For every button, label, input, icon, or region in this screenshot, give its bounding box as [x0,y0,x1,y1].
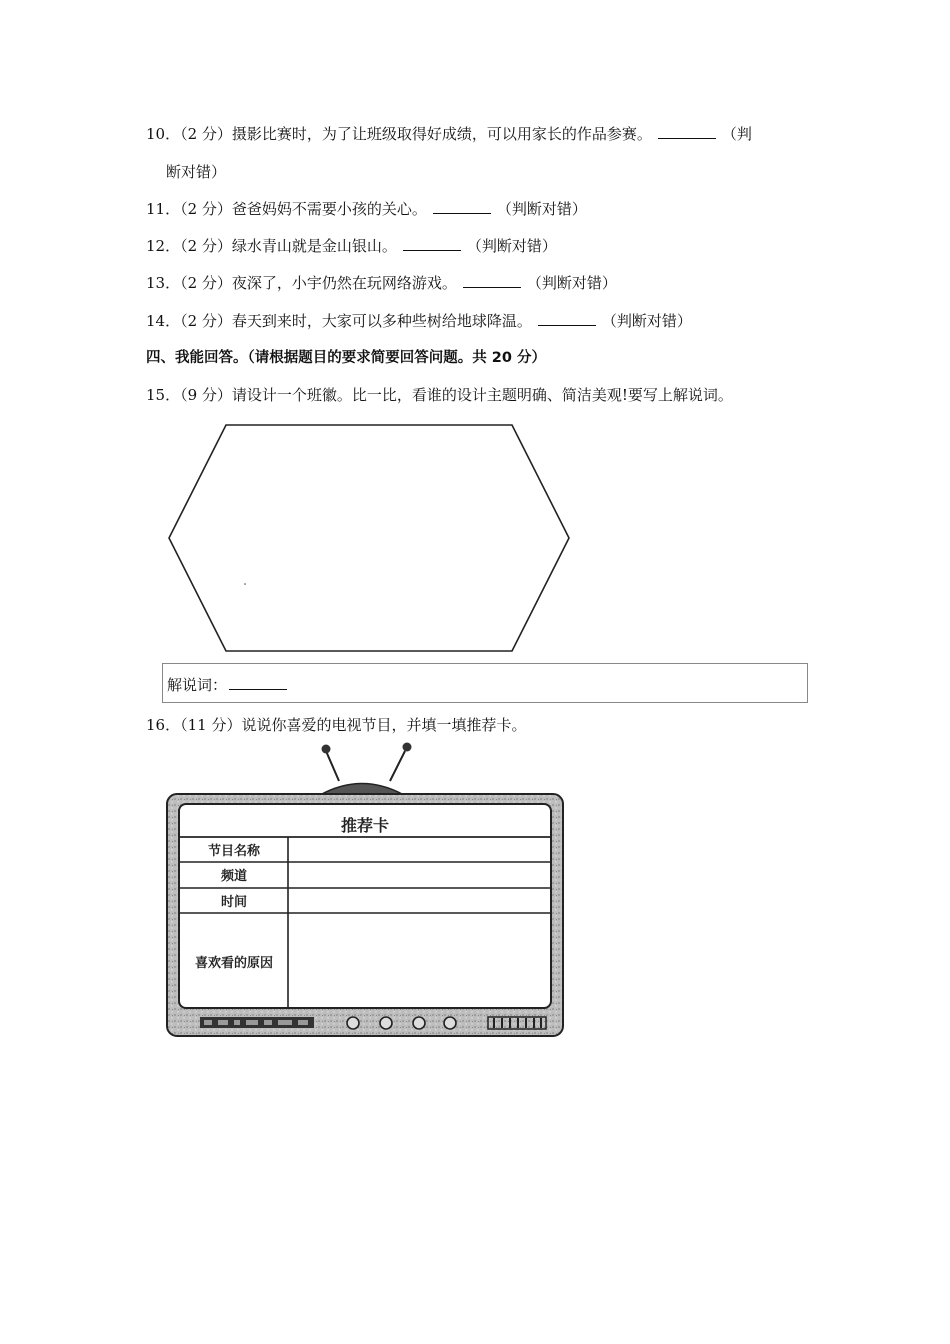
card-title: 推荐卡 [340,816,390,835]
question-13 [146,273,617,293]
question-14-suffix: （判断对错） [601,312,692,330]
answer-blank-11[interactable] [433,199,491,214]
question-11-text: 11．（2 分）爸爸妈妈不需要小孩的关心。 [146,200,427,218]
question-16-text: 16．（11 分）说说你喜爱的电视节目，并填一填推荐卡。 [146,716,527,734]
row-label-program-name: 节目名称 [207,844,261,859]
question-14-text: 14．（2 分）春天到来时，大家可以多种些树给地球降温。 [146,312,532,330]
reason-field[interactable] [290,915,549,1006]
antenna-icon [320,743,412,796]
explanation-blank[interactable] [229,675,287,690]
answer-blank-12[interactable] [403,236,461,251]
question-10-suffix: （判 [721,125,752,143]
row-label-time: 时间 [220,895,248,910]
answer-blank-13[interactable] [463,273,521,288]
question-14 [146,311,692,331]
question-15-text: 15．（9 分）请设计一个班徽。比一比，看谁的设计主题明确、简洁美观!要写上解说词。 [146,386,733,404]
answer-blank-10[interactable] [658,124,716,139]
question-11 [146,199,587,219]
question-10-text: 10．（2 分）摄影比赛时，为了让班级取得好成绩，可以用家长的作品参赛。 [146,125,652,143]
question-12-text: 12．（2 分）绿水青山就是金山银山。 [146,237,397,255]
explanation-box[interactable] [162,663,808,703]
channel-field[interactable] [290,864,549,887]
section-heading: 四、我能回答。（请根据题目的要求简要回答问题。共 20 分） [146,350,547,366]
question-13-suffix: （判断对错） [526,274,617,292]
row-label-channel: 频道 [220,869,248,884]
question-12-suffix: （判断对错） [466,237,557,255]
explanation-row [167,675,293,695]
question-13-text: 13．（2 分）夜深了，小宇仍然在玩网络游戏。 [146,274,457,292]
time-field[interactable] [290,890,549,912]
tv-recommendation-card [162,738,568,1040]
tv-display-strip [200,1017,314,1028]
badge-hexagon-outline[interactable] [166,423,572,653]
question-11-suffix: （判断对错） [496,200,587,218]
question-12 [146,236,557,256]
question-10-wrap: 断对错） [166,163,227,181]
question-10 [146,124,752,144]
program-name-field[interactable] [290,839,549,861]
row-label-reason: 喜欢看的原因 [194,956,274,971]
explanation-label: 解说词： [167,676,228,694]
answer-blank-14[interactable] [538,311,596,326]
